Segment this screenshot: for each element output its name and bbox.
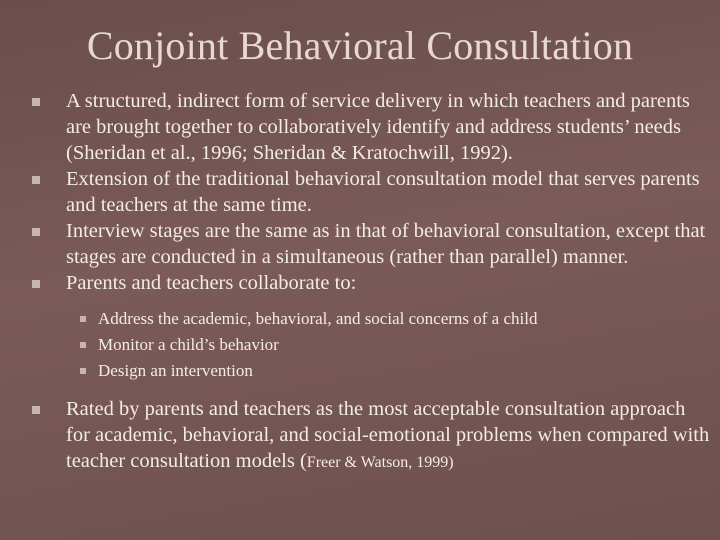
bullet-item [28,166,712,218]
sub-bullet-text: Monitor a child’s behavior [98,335,279,354]
bullet-text: Parents and teachers collaborate to: [66,272,357,294]
square-bullet-icon [80,368,86,374]
bullet-item [28,88,712,166]
sub-bullet-item [28,358,712,384]
square-bullet-icon [32,280,40,288]
square-bullet-icon [32,228,40,236]
sub-bullet-text: Design an intervention [98,361,253,380]
sub-bullet-list [28,306,712,384]
sub-bullet-item [28,332,712,358]
square-bullet-icon [80,342,86,348]
bullet-text: A structured, indirect form of service delivery in which teachers and parents are brought together to collaboratively identify and address students’ needs (Sheridan et al., 1996; Sheridan & Kratochwill, 1992). [66,90,690,164]
square-bullet-icon [80,316,86,322]
bullet-text: Rated by parents and teachers as the most acceptable consultation approach for academic, behavioral, and social-emotional problems when compared with teacher consultation models ( [66,398,710,472]
square-bullet-icon [32,406,40,414]
sub-bullet-item [28,306,712,332]
citation-text: Freer & Watson, 1999) [306,454,454,471]
sub-bullet-text: Address the academic, behavioral, and social concerns of a child [98,309,538,328]
slide-title: Conjoint Behavioral Consultation [86,23,634,68]
bullet-text: Interview stages are the same as in that of behavioral consultation, except that stages are conducted in a simultaneous (rather than parallel) manner. [66,220,706,268]
bullet-item [28,270,712,296]
bullet-text: Extension of the traditional behavioral consultation model that serves parents and teachers at the same time. [66,168,700,216]
bullet-list [28,88,712,476]
square-bullet-icon [32,176,40,184]
bullet-item [28,218,712,270]
bullet-item [28,396,712,476]
square-bullet-icon [32,98,40,106]
